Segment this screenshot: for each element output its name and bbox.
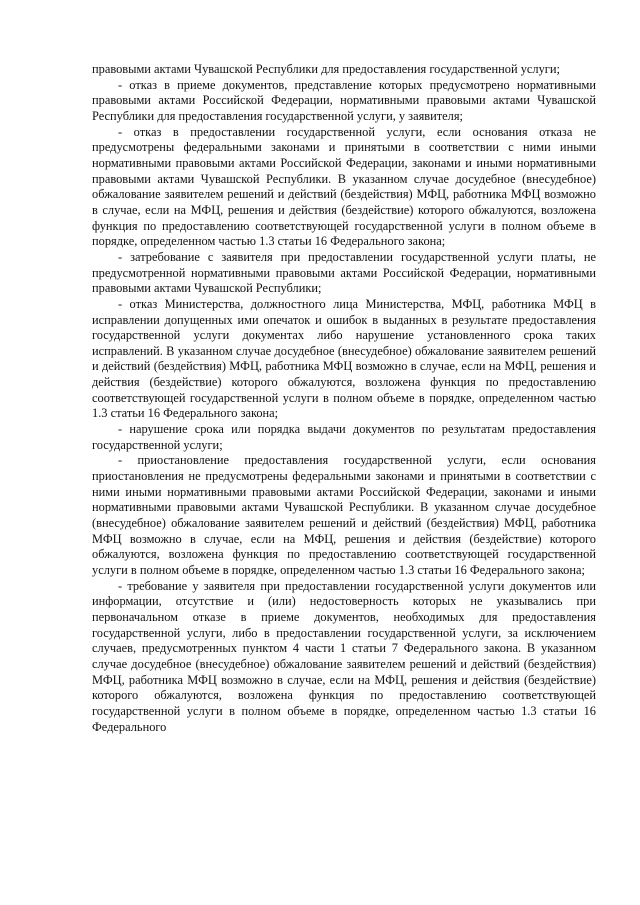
paragraph-suspension: - приостановление предоставления государственной услуги, если основания приостановления не предусмотрены федеральными законами и принятыми в соответствии с ними иными нормативными правовыми актами Российской Федерации, законами и иными нормативными правовыми актами Чувашской Республики. В указанном случае досудебное (внесудебное) обжалование заявителем решений и действий (бездействия) МФЦ, работника МФЦ возможно в случае, если на МФЦ, решения и действия (бездействие) которого обжалуются, возложена функция по предоставлению соответствующей государственной услуги в полном объеме в порядке, определенном частью 1.3 статьи 16 Федерального закона; bbox=[92, 453, 596, 577]
paragraph-refusal-service: - отказ в предоставлении государственной услуги, если основания отказа не предусмотрены федеральными законами и принятыми в соответствии с ними иными нормативными правовыми актами Российской Федерации, законами и иными нормативными правовыми актами Чувашской Республики. В указанном случае досудебное (внесудебное) обжалование заявителем решений и действий (бездействия) МФЦ, работника МФЦ возможно в случае, если на МФЦ, решения и действия (бездействие) которого обжалуются, возложена функция по предоставлению соответствующей государственной услуги в полном объеме в порядке, определенном частью 1.3 статьи 16 Федерального закона; bbox=[92, 124, 596, 249]
document-body bbox=[92, 62, 596, 735]
paragraph-fee-demand: - затребование с заявителя при предоставлении государственной услуги платы, не предусмотренной нормативными правовыми актами Российской Федерации, нормативными правовыми актами Чувашской Республики; bbox=[92, 249, 596, 296]
paragraph-deadline-violation: - нарушение срока или порядка выдачи документов по результатам предоставления государственной услуги; bbox=[92, 422, 596, 452]
paragraph-refusal-documents: - отказ в приеме документов, представление которых предусмотрено нормативными правовыми актами Российской Федерации, нормативными правовыми актами Чувашской Республики для предоставления государственной услуги, у заявителя; bbox=[92, 77, 596, 123]
paragraph-document-demand: - требование у заявителя при предоставлении государственной услуги документов или информации, отсутствие и (или) недостоверность которых не указывались при первоначальном отказе в приеме документов, необходимых для предоставления государственной услуги, либо в предоставлении государственной услуги, за исключением случаев, предусмотренных пунктом 4 части 1 статьи 7 Федерального закона. В указанном случае досудебное (внесудебное) обжалование заявителем решений и действий (бездействия) МФЦ, работника МФЦ возможно в случае, если на МФЦ, решения и действия (бездействие) которого обжалуются, возложена функция по предоставлению соответствующей государственной услуги в полном объеме в порядке, определенном частью 1.3 статьи 16 Федерального bbox=[92, 578, 596, 734]
paragraph-continuation: правовыми актами Чувашской Республики для предоставления государственной услуги; bbox=[92, 62, 560, 76]
paragraph-correction-refusal: - отказ Министерства, должностного лица Министерства, МФЦ, работника МФЦ в исправлении допущенных ими опечаток и ошибок в выданных в результате предоставления государственной услуги документах либо нарушение установленного срока таких исправлений. В указанном случае досудебное (внесудебное) обжалование заявителем решений и действий (бездействия) МФЦ, работника МФЦ возможно в случае, если на МФЦ, решения и действия (бездействие) которого обжалуются, возложена функция по предоставлению соответствующей государственной услуги в полном объеме в порядке, определенном частью 1.3 статьи 16 Федерального закона; bbox=[92, 296, 596, 421]
